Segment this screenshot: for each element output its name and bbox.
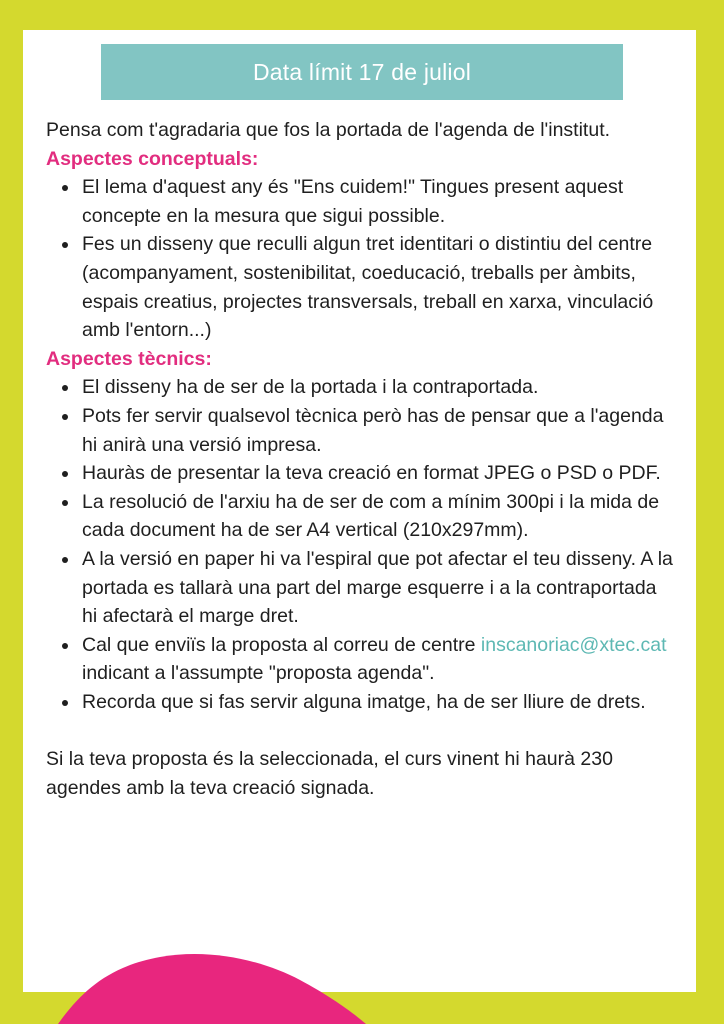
closing-text: Si la teva proposta és la seleccionada, el curs vinent hi haurà 230 agendes amb la teva creació signada.	[46, 748, 613, 799]
bullet-icon	[62, 557, 68, 563]
intro-text: Pensa com t'agradaria que fos la portada de l'agenda de l'institut.	[46, 119, 611, 141]
bullet-icon	[62, 385, 68, 391]
bullet-icon	[62, 471, 68, 477]
email-item-after: indicant a l'assumpte "proposta agenda".	[82, 662, 435, 685]
list-item	[46, 545, 676, 631]
bullet-icon	[62, 185, 68, 191]
list-item	[46, 459, 676, 488]
list-item	[46, 230, 676, 344]
list-item-text: El lema d'aquest any és "Ens cuidem!" Tingues present aquest concepte en la mesura que sigui possible.	[82, 176, 624, 227]
email-link[interactable]: inscanoriac@xtec.cat	[480, 633, 667, 656]
conceptual-list	[46, 173, 676, 345]
list-item	[46, 688, 676, 717]
poster-content	[46, 116, 676, 802]
bullet-icon	[62, 414, 68, 420]
list-item-text: La resolució de l'arxiu ha de ser de com a mínim 300pi i la mida de cada document ha de ser A4 vertical (210x297mm).	[82, 490, 660, 542]
poster-card	[23, 30, 696, 992]
technical-list	[46, 373, 676, 716]
list-item	[46, 173, 676, 230]
bullet-icon	[62, 500, 68, 506]
list-item	[46, 402, 676, 459]
list-item-text: Recorda que si fas servir alguna imatge, ha de ser lliure de drets.	[82, 690, 646, 713]
deadline-banner: Data límit 17 de juliol	[101, 44, 623, 100]
technical-heading: Aspectes tècnics:	[46, 347, 212, 370]
list-item-text: El disseny ha de ser de la portada i la contraportada.	[82, 376, 539, 399]
bullet-icon	[62, 242, 68, 248]
list-item	[46, 488, 676, 545]
list-item	[46, 631, 676, 688]
list-item-text: Hauràs de presentar la teva creació en format JPEG o PSD o PDF.	[82, 462, 661, 485]
conceptual-heading: Aspectes conceptuals:	[46, 147, 259, 170]
email-item-before: Cal que enviïs la proposta al correu de centre	[82, 633, 481, 656]
bullet-icon	[62, 643, 68, 649]
list-item	[46, 373, 676, 402]
spacer	[46, 716, 676, 745]
list-item-text: Fes un disseny que reculli algun tret identitari o distintiu del centre (acompanyament, sostenibilitat, coeducació, treballs per àmbits, espais creatius, projectes transversals, treball en xarxa, vinculació amb l'entorn...)	[82, 233, 654, 342]
list-item-text: A la versió en paper hi va l'espiral que pot afectar el teu disseny. A la portada es tallarà una part del marge esquerre i a la contraportada hi afectarà el marge dret.	[82, 547, 673, 628]
bullet-icon	[62, 700, 68, 706]
list-item-text: Pots fer servir qualsevol tècnica però has de pensar que a l'agenda hi anirà una versió impresa.	[82, 404, 664, 456]
